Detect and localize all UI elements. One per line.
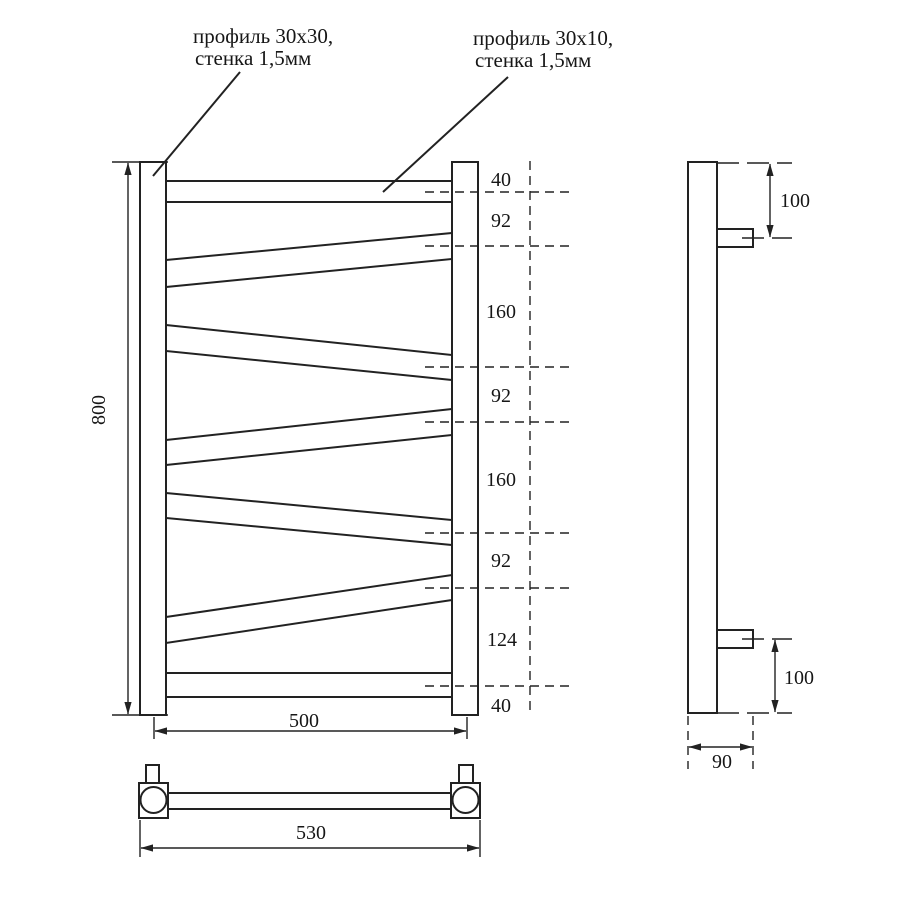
wall-bracket-left — [146, 765, 159, 783]
segment-dim-label: 92 — [491, 385, 511, 407]
segment-dim-label: 40 — [491, 695, 511, 717]
cross-bar — [168, 793, 451, 809]
segment-dim-label: 40 — [491, 169, 511, 191]
post-side — [688, 162, 717, 713]
right-post-front — [452, 162, 478, 715]
segment-dim-label: 160 — [486, 301, 516, 323]
post-profile-note-line1: профиль 30x30, — [193, 24, 334, 48]
rung-profile-note-line2: стенка 1,5мм — [475, 48, 592, 72]
width-dim-label: 500 — [289, 710, 319, 732]
top-offset-label: 100 — [780, 190, 810, 212]
segment-dim-label: 92 — [491, 210, 511, 232]
bottom-offset-label: 100 — [784, 667, 814, 689]
left-post-front — [140, 162, 166, 715]
rung-profile-note-line1: профиль 30x10, — [473, 26, 614, 50]
bottom-rung — [166, 673, 452, 697]
pipe-circle-left — [141, 787, 167, 813]
top-rung — [166, 181, 452, 202]
segment-dim-label: 92 — [491, 550, 511, 572]
post-profile-note-line2: стенка 1,5мм — [195, 46, 312, 70]
wall-bracket-right — [459, 765, 473, 783]
depth-dim-label: 90 — [712, 751, 732, 773]
segment-dim-label: 160 — [486, 469, 516, 491]
pipe-circle-right — [453, 787, 479, 813]
height-dim-label: 800 — [88, 395, 110, 425]
mount-width-label: 530 — [296, 822, 326, 844]
segment-dim-label: 124 — [487, 629, 517, 651]
